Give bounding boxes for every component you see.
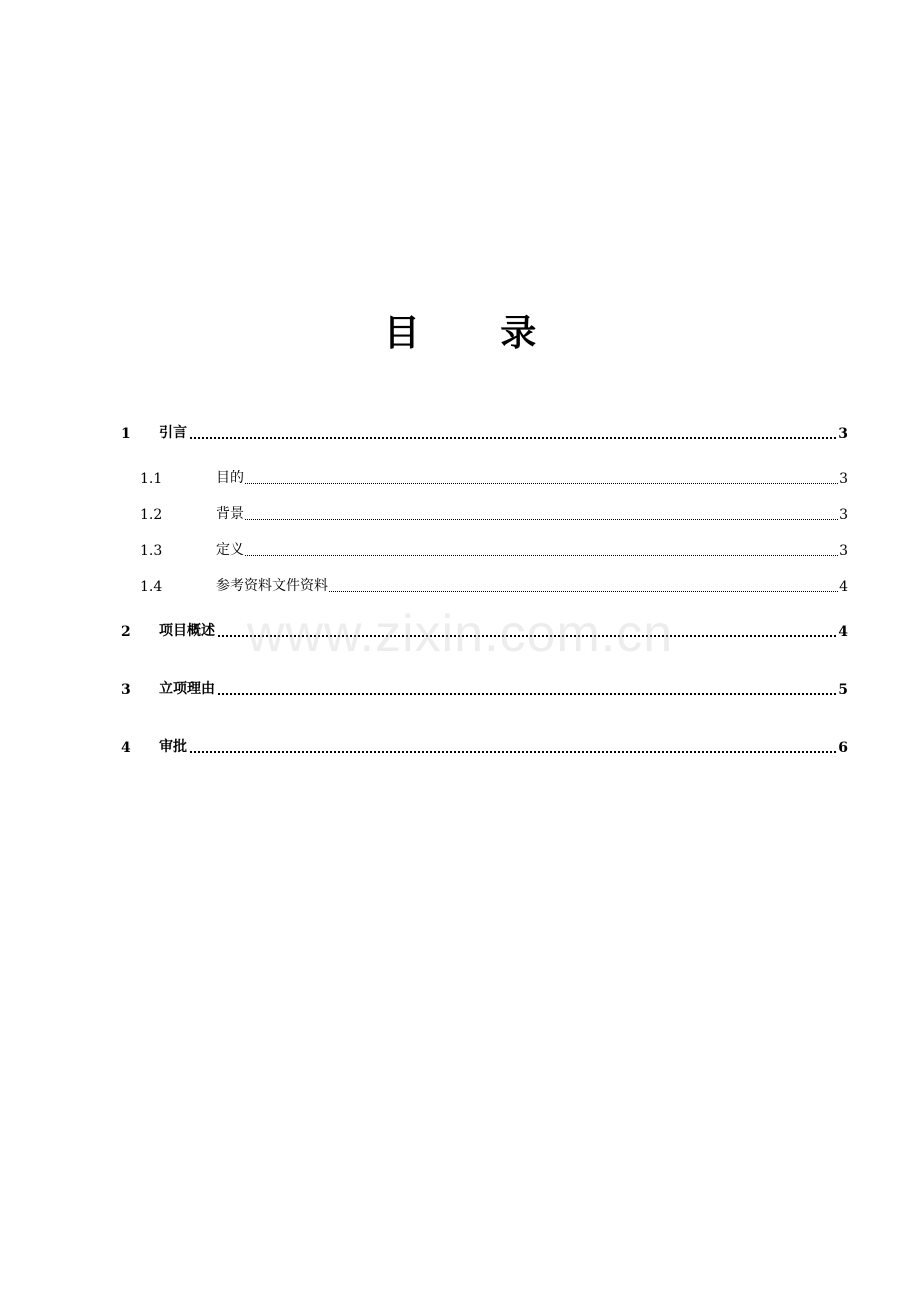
- toc-entry-page: 3: [839, 507, 848, 523]
- toc-entry-title: 定义: [216, 539, 245, 559]
- toc-entry-page: 5: [838, 682, 848, 698]
- toc-entry-number: 4: [121, 740, 131, 756]
- dot-leader: [159, 635, 840, 637]
- toc-entry-page: 4: [839, 579, 848, 595]
- toc-entry-number: 3: [121, 682, 131, 698]
- toc-entry-number: 1: [121, 426, 131, 442]
- toc-entry-title: 引言: [159, 422, 188, 442]
- dot-leader: [216, 483, 840, 484]
- toc-entry-title: 目的: [216, 467, 245, 487]
- dot-leader: [159, 693, 840, 695]
- toc-entry-1-1[interactable]: [0, 467, 920, 489]
- toc-entry-1-2[interactable]: [0, 503, 920, 525]
- toc-entry-page: 3: [839, 543, 848, 559]
- dot-leader: [216, 555, 840, 556]
- toc-entry-title: 审批: [159, 736, 188, 756]
- toc-entry-number: 1.1: [140, 471, 163, 487]
- toc-entry-page: 3: [839, 471, 848, 487]
- toc-entry-page: 6: [838, 740, 848, 756]
- toc-entry-title: 背景: [216, 503, 245, 523]
- toc-entry-1[interactable]: [0, 422, 920, 444]
- toc-entry-page: 4: [838, 624, 848, 640]
- toc-entry-title: 项目概述: [159, 620, 216, 640]
- toc-entry-title: 立项理由: [159, 678, 216, 698]
- toc-entry-1-3[interactable]: [0, 539, 920, 561]
- page-title: 目 录: [383, 313, 571, 354]
- toc-entry-number: 1.3: [140, 543, 163, 559]
- dot-leader: [159, 751, 840, 753]
- dot-leader: [159, 437, 840, 439]
- toc-entry-number: 2: [121, 624, 131, 640]
- toc-entry-number: 1.4: [140, 579, 163, 595]
- toc-entry-page: 3: [838, 426, 848, 442]
- toc-entry-title: 参考资料文件资料: [216, 575, 329, 595]
- toc-entry-2[interactable]: [0, 620, 920, 642]
- toc-entry-number: 1.2: [140, 507, 163, 523]
- watermark: www.zixin.com.cn: [246, 605, 674, 663]
- toc-entry-4[interactable]: [0, 736, 920, 758]
- toc-entry-1-4[interactable]: [0, 575, 920, 597]
- dot-leader: [216, 519, 840, 520]
- toc-entry-3[interactable]: [0, 678, 920, 700]
